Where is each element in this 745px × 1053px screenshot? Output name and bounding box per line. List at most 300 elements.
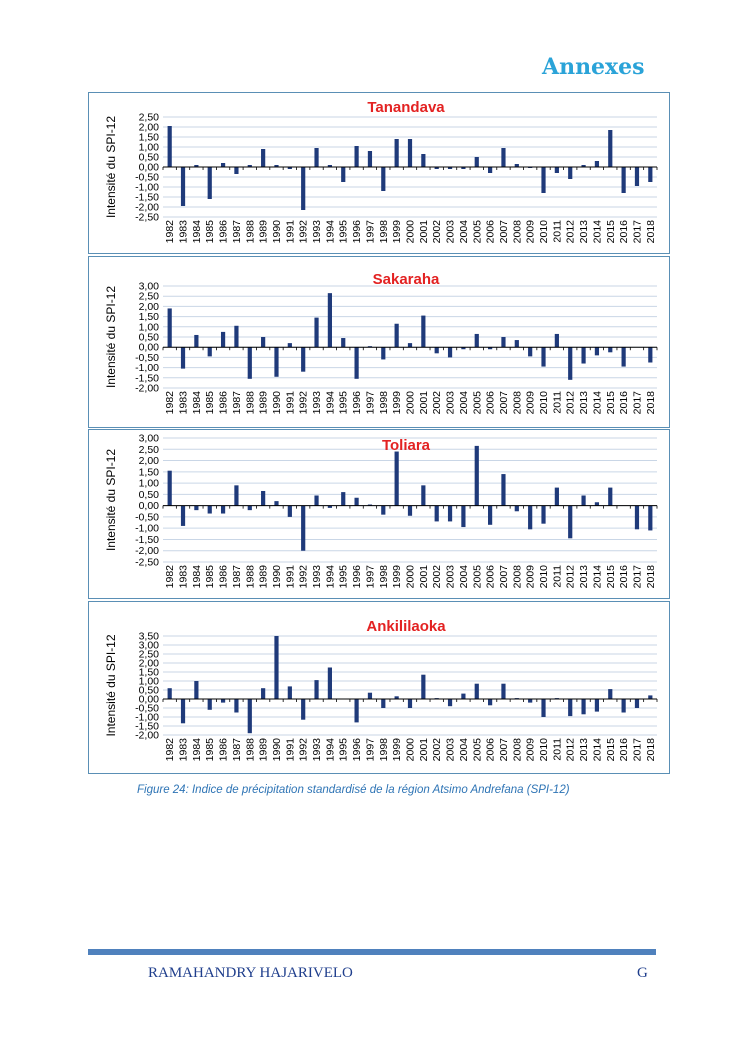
x-tick-label: 2016 [618, 738, 631, 762]
x-tick-label: 1998 [377, 565, 390, 589]
x-tick-label: 2009 [524, 565, 537, 589]
x-tick-label: 2004 [457, 738, 470, 762]
x-tick-label: 2004 [457, 220, 470, 244]
x-tick-label: 1994 [324, 391, 337, 415]
x-tick-label: 1985 [204, 565, 217, 589]
bar-2018 [648, 167, 652, 182]
y-tick-label: 0,50 [138, 684, 159, 697]
x-tick-label: 2005 [471, 220, 484, 244]
bar-1992 [301, 167, 305, 210]
bar-2006 [488, 699, 492, 705]
x-tick-label: 1989 [257, 220, 270, 244]
x-tick-label: 2013 [578, 565, 591, 589]
x-tick-label: 2008 [511, 738, 524, 762]
bar-2001 [421, 316, 425, 348]
x-tick-label: 1998 [377, 391, 390, 415]
x-tick-label: 2011 [551, 565, 564, 588]
x-tick-label: 2018 [644, 391, 657, 415]
bar-1989 [261, 149, 265, 167]
bar-1997 [368, 693, 372, 699]
y-tick-label: -2,50 [135, 556, 159, 569]
bar-1995 [341, 492, 345, 506]
x-tick-label: 2005 [471, 565, 484, 589]
x-tick-label: 1983 [177, 220, 190, 244]
x-tick-label: 1987 [230, 738, 243, 762]
bar-2014 [595, 347, 599, 355]
y-tick-label: 2,50 [138, 648, 159, 661]
x-tick-label: 2006 [484, 220, 497, 244]
bar-1998 [381, 167, 385, 191]
x-tick-label: 2008 [511, 565, 524, 589]
bar-1993 [314, 148, 318, 167]
y-tick-label: -1,50 [135, 191, 159, 204]
bar-2016 [622, 699, 626, 713]
bar-1982 [168, 688, 172, 699]
figure-caption: Figure 24: Indice de précipitation standardisé de la région Atsimo Andrefana (SPI-12) [137, 784, 570, 796]
y-tick-label: -2,00 [135, 201, 159, 214]
x-tick-label: 2017 [631, 391, 644, 415]
bar-2001 [421, 485, 425, 505]
y-tick-label: -1,50 [135, 372, 159, 385]
bar-1990 [274, 347, 278, 377]
x-tick-label: 2014 [591, 565, 604, 589]
bar-2011 [555, 167, 559, 173]
bar-2018 [648, 506, 652, 531]
bar-2009 [528, 699, 532, 703]
y-tick-label: -1,00 [135, 362, 159, 375]
bar-2003 [448, 699, 452, 706]
x-tick-label: 2009 [524, 220, 537, 244]
y-tick-label: -0,50 [135, 511, 159, 524]
x-tick-label: 1988 [244, 391, 257, 415]
bar-1985 [208, 699, 212, 710]
y-tick-label: 0,00 [138, 341, 159, 354]
y-tick-label: 1,50 [138, 311, 159, 324]
bar-1982 [168, 308, 172, 347]
bar-2002 [435, 506, 439, 522]
x-tick-label: 2002 [431, 391, 444, 415]
x-tick-label: 1995 [337, 391, 350, 415]
chart-toliara [88, 429, 670, 599]
bar-1993 [314, 680, 318, 699]
y-tick-label: 0,50 [138, 151, 159, 164]
bar-2006 [488, 167, 492, 173]
section-title: Annexes [542, 54, 645, 80]
x-tick-label: 1994 [324, 738, 337, 762]
bar-1986 [221, 506, 225, 514]
x-tick-label: 1993 [311, 391, 324, 415]
x-tick-label: 1995 [337, 220, 350, 244]
bar-1988 [248, 699, 252, 733]
bar-2001 [421, 675, 425, 699]
x-tick-label: 1982 [164, 391, 177, 415]
y-tick-label: 2,00 [138, 657, 159, 670]
x-tick-label: 2000 [404, 738, 417, 762]
bar-1996 [354, 347, 358, 379]
x-tick-label: 2014 [591, 738, 604, 762]
bar-1985 [208, 167, 212, 199]
bar-2010 [541, 699, 545, 717]
x-tick-label: 2006 [484, 391, 497, 415]
bar-1992 [301, 506, 305, 551]
x-tick-label: 2001 [417, 565, 430, 589]
bar-1998 [381, 506, 385, 515]
footer-page-number: G [637, 965, 648, 981]
x-tick-label: 2018 [644, 738, 657, 762]
bar-1985 [208, 347, 212, 356]
x-tick-label: 2014 [591, 220, 604, 244]
bar-2012 [568, 699, 572, 716]
bar-1994 [328, 293, 332, 347]
x-tick-label: 1991 [284, 738, 297, 762]
y-tick-label: -0,50 [135, 702, 159, 715]
chart-tanandava [88, 92, 670, 254]
x-tick-label: 2007 [497, 738, 510, 762]
bar-2001 [421, 154, 425, 167]
x-tick-label: 2017 [631, 220, 644, 244]
y-tick-label: 1,50 [138, 131, 159, 144]
x-tick-label: 2016 [618, 391, 631, 415]
x-tick-label: 1983 [177, 391, 190, 415]
x-tick-label: 2012 [564, 738, 577, 762]
bar-1982 [168, 471, 172, 506]
x-tick-label: 1993 [311, 220, 324, 244]
bar-2015 [608, 347, 612, 352]
x-tick-label: 1986 [217, 391, 230, 415]
bar-2016 [622, 167, 626, 193]
bar-2014 [595, 699, 599, 712]
y-axis-label: Intensité du SPI-12 [104, 285, 118, 389]
x-tick-label: 1982 [164, 565, 177, 589]
footer-divider [88, 949, 656, 955]
y-tick-label: 0,00 [138, 693, 159, 706]
x-tick-label: 2011 [551, 738, 564, 761]
bar-1999 [395, 139, 399, 167]
bar-2015 [608, 488, 612, 506]
x-tick-label: 2017 [631, 565, 644, 589]
bar-1990 [274, 501, 278, 506]
bar-2015 [608, 689, 612, 699]
x-tick-label: 1999 [391, 391, 404, 415]
x-tick-label: 2010 [538, 391, 551, 415]
bar-2014 [595, 502, 599, 505]
x-tick-label: 1994 [324, 220, 337, 244]
bar-1984 [194, 335, 198, 347]
bar-2015 [608, 130, 612, 167]
x-tick-label: 2012 [564, 565, 577, 589]
bar-1998 [381, 347, 385, 359]
bar-1993 [314, 495, 318, 505]
bar-1987 [234, 699, 238, 713]
y-tick-label: -2,50 [135, 211, 159, 224]
x-tick-label: 1999 [391, 220, 404, 244]
x-tick-label: 1987 [230, 565, 243, 589]
x-tick-label: 1984 [190, 391, 203, 415]
bar-2012 [568, 347, 572, 380]
x-tick-label: 2006 [484, 565, 497, 589]
y-tick-label: -1,00 [135, 711, 159, 724]
bar-1984 [194, 681, 198, 699]
bar-2012 [568, 506, 572, 539]
chart-svg-sakaraha [89, 257, 669, 427]
bar-1983 [181, 699, 185, 723]
y-tick-label: -1,00 [135, 181, 159, 194]
x-tick-label: 1996 [351, 738, 364, 762]
bar-2011 [555, 334, 559, 347]
bar-2010 [541, 506, 545, 524]
x-tick-label: 2009 [524, 391, 537, 415]
x-tick-label: 1984 [190, 565, 203, 589]
x-tick-label: 2000 [404, 391, 417, 415]
bar-2018 [648, 695, 652, 699]
bar-1987 [234, 326, 238, 347]
x-tick-label: 1998 [377, 220, 390, 244]
x-tick-label: 2007 [497, 220, 510, 244]
x-tick-label: 2017 [631, 738, 644, 762]
x-tick-label: 1992 [297, 565, 310, 589]
x-tick-label: 1984 [190, 220, 203, 244]
x-tick-label: 1995 [337, 565, 350, 589]
y-tick-label: -2,00 [135, 545, 159, 558]
chart-ankililaoka [88, 601, 670, 774]
x-tick-label: 2004 [457, 391, 470, 415]
bar-1990 [274, 636, 278, 699]
x-tick-label: 2003 [444, 391, 457, 415]
x-tick-label: 1987 [230, 391, 243, 415]
x-tick-label: 1982 [164, 738, 177, 762]
bar-2014 [595, 161, 599, 167]
x-tick-label: 1998 [377, 738, 390, 762]
x-tick-label: 1986 [217, 565, 230, 589]
bar-2004 [461, 694, 465, 699]
bar-1994 [328, 668, 332, 700]
x-tick-label: 1989 [257, 391, 270, 415]
bar-1991 [288, 686, 292, 699]
bar-2013 [581, 699, 585, 714]
y-tick-label: -1,50 [135, 533, 159, 546]
footer-author: RAMAHANDRY HAJARIVELO [148, 965, 353, 981]
y-tick-label: -0,50 [135, 351, 159, 364]
bar-2013 [581, 495, 585, 505]
bar-1987 [234, 485, 238, 505]
x-tick-label: 1990 [270, 391, 283, 415]
bar-2007 [501, 474, 505, 506]
chart-svg-tanandava [89, 93, 669, 253]
y-tick-label: 3,00 [138, 280, 159, 293]
x-tick-label: 1996 [351, 565, 364, 589]
bar-1991 [288, 506, 292, 517]
bar-2003 [448, 506, 452, 522]
y-tick-label: 2,50 [138, 443, 159, 456]
x-tick-label: 1988 [244, 565, 257, 589]
bar-2017 [635, 699, 639, 708]
x-tick-label: 2001 [417, 220, 430, 244]
y-tick-label: -1,50 [135, 720, 159, 733]
x-tick-label: 1991 [284, 391, 297, 415]
y-tick-label: 0,00 [138, 161, 159, 174]
bar-2004 [461, 506, 465, 527]
bar-2012 [568, 167, 572, 179]
y-tick-label: -2,00 [135, 729, 159, 742]
x-tick-label: 2004 [457, 565, 470, 589]
bar-2009 [528, 506, 532, 530]
bar-1992 [301, 347, 305, 371]
bar-2016 [622, 347, 626, 366]
bar-1986 [221, 332, 225, 347]
bar-1995 [341, 167, 345, 182]
bar-2011 [555, 488, 559, 506]
x-tick-label: 2008 [511, 391, 524, 415]
y-tick-label: 0,00 [138, 500, 159, 513]
y-tick-label: -1,00 [135, 522, 159, 535]
x-tick-label: 2013 [578, 738, 591, 762]
bar-2007 [501, 337, 505, 347]
x-tick-label: 1995 [337, 738, 350, 762]
bar-2017 [635, 167, 639, 186]
y-tick-label: 2,00 [138, 121, 159, 134]
x-tick-label: 1996 [351, 220, 364, 244]
y-axis-label: Intensité du SPI-12 [104, 634, 118, 737]
bar-1995 [341, 338, 345, 347]
x-tick-label: 1987 [230, 220, 243, 244]
chart-title: Tanandava [367, 99, 445, 116]
x-tick-label: 1997 [364, 738, 377, 762]
x-tick-label: 1983 [177, 565, 190, 589]
x-tick-label: 2016 [618, 565, 631, 589]
x-tick-label: 2013 [578, 220, 591, 244]
x-tick-label: 2002 [431, 738, 444, 762]
bar-1983 [181, 347, 185, 368]
x-tick-label: 2016 [618, 220, 631, 244]
x-tick-label: 1983 [177, 738, 190, 762]
x-tick-label: 1992 [297, 391, 310, 415]
x-tick-label: 2008 [511, 220, 524, 244]
bar-1996 [354, 699, 358, 722]
x-tick-label: 2012 [564, 391, 577, 415]
y-tick-label: 3,00 [138, 639, 159, 652]
bar-2010 [541, 167, 545, 193]
y-tick-label: 1,00 [138, 321, 159, 334]
x-tick-label: 1997 [364, 565, 377, 589]
chart-sakaraha [88, 256, 670, 428]
x-tick-label: 1988 [244, 738, 257, 762]
bar-1986 [221, 163, 225, 167]
chart-title: Sakaraha [372, 271, 440, 288]
x-tick-label: 1986 [217, 738, 230, 762]
x-tick-label: 1997 [364, 220, 377, 244]
x-tick-label: 1985 [204, 220, 217, 244]
x-tick-label: 2011 [551, 391, 564, 414]
bar-2009 [528, 347, 532, 356]
bar-1983 [181, 506, 185, 526]
x-tick-label: 1999 [391, 738, 404, 762]
bar-1986 [221, 699, 225, 703]
x-tick-label: 2018 [644, 220, 657, 244]
y-tick-label: 3,50 [138, 630, 159, 643]
bar-1998 [381, 699, 385, 708]
y-tick-label: 0,50 [138, 488, 159, 501]
bar-1989 [261, 491, 265, 506]
y-tick-label: 2,50 [138, 290, 159, 303]
bar-1997 [368, 151, 372, 167]
bar-2000 [408, 343, 412, 347]
y-tick-label: 3,00 [138, 432, 159, 445]
y-tick-label: 2,00 [138, 455, 159, 468]
x-tick-label: 2001 [417, 391, 430, 415]
x-tick-label: 2002 [431, 220, 444, 244]
bar-1988 [248, 347, 252, 379]
y-tick-label: 1,50 [138, 466, 159, 479]
bar-2000 [408, 699, 412, 708]
bar-2007 [501, 684, 505, 699]
x-tick-label: 1982 [164, 220, 177, 244]
x-tick-label: 2015 [604, 738, 617, 762]
x-tick-label: 1991 [284, 565, 297, 589]
x-tick-label: 1990 [270, 220, 283, 244]
x-tick-label: 2010 [538, 220, 551, 244]
x-tick-label: 2005 [471, 391, 484, 415]
x-tick-label: 1992 [297, 738, 310, 762]
x-tick-label: 2010 [538, 738, 551, 762]
bar-2000 [408, 139, 412, 167]
bar-2006 [488, 506, 492, 525]
x-tick-label: 1991 [284, 220, 297, 244]
y-tick-label: 1,00 [138, 141, 159, 154]
x-tick-label: 2015 [604, 220, 617, 244]
x-tick-label: 1994 [324, 565, 337, 589]
x-tick-label: 2003 [444, 565, 457, 589]
x-tick-label: 2018 [644, 565, 657, 589]
x-tick-label: 2000 [404, 220, 417, 244]
bar-1989 [261, 688, 265, 699]
y-tick-label: -2,00 [135, 382, 159, 395]
x-tick-label: 2007 [497, 565, 510, 589]
x-tick-label: 1993 [311, 738, 324, 762]
x-tick-label: 1988 [244, 220, 257, 244]
x-tick-label: 1989 [257, 738, 270, 762]
x-tick-label: 2010 [538, 565, 551, 589]
bar-1991 [288, 343, 292, 347]
x-tick-label: 2005 [471, 738, 484, 762]
bar-1983 [181, 167, 185, 206]
x-tick-label: 2001 [417, 738, 430, 762]
bar-1988 [248, 506, 252, 511]
x-tick-label: 1990 [270, 738, 283, 762]
bar-1987 [234, 167, 238, 174]
chart-svg-toliara [89, 430, 669, 598]
chart-svg-ankililaoka [89, 602, 669, 773]
bar-1996 [354, 498, 358, 506]
x-tick-label: 1990 [270, 565, 283, 589]
x-tick-label: 2014 [591, 391, 604, 415]
x-tick-label: 2015 [604, 391, 617, 415]
bar-2007 [501, 148, 505, 167]
x-tick-label: 2003 [444, 738, 457, 762]
bar-2018 [648, 347, 652, 362]
x-tick-label: 1999 [391, 565, 404, 589]
bar-1999 [395, 452, 399, 506]
y-tick-label: 1,00 [138, 675, 159, 688]
bar-2013 [581, 347, 585, 363]
bar-1984 [194, 506, 198, 511]
y-axis-label: Intensité du SPI-12 [104, 115, 118, 219]
bar-2008 [515, 506, 519, 512]
y-axis-label: Intensité du SPI-12 [104, 448, 118, 552]
bar-1996 [354, 146, 358, 167]
bar-1982 [168, 126, 172, 167]
chart-title: Ankililaoka [366, 618, 446, 635]
bar-1985 [208, 506, 212, 514]
